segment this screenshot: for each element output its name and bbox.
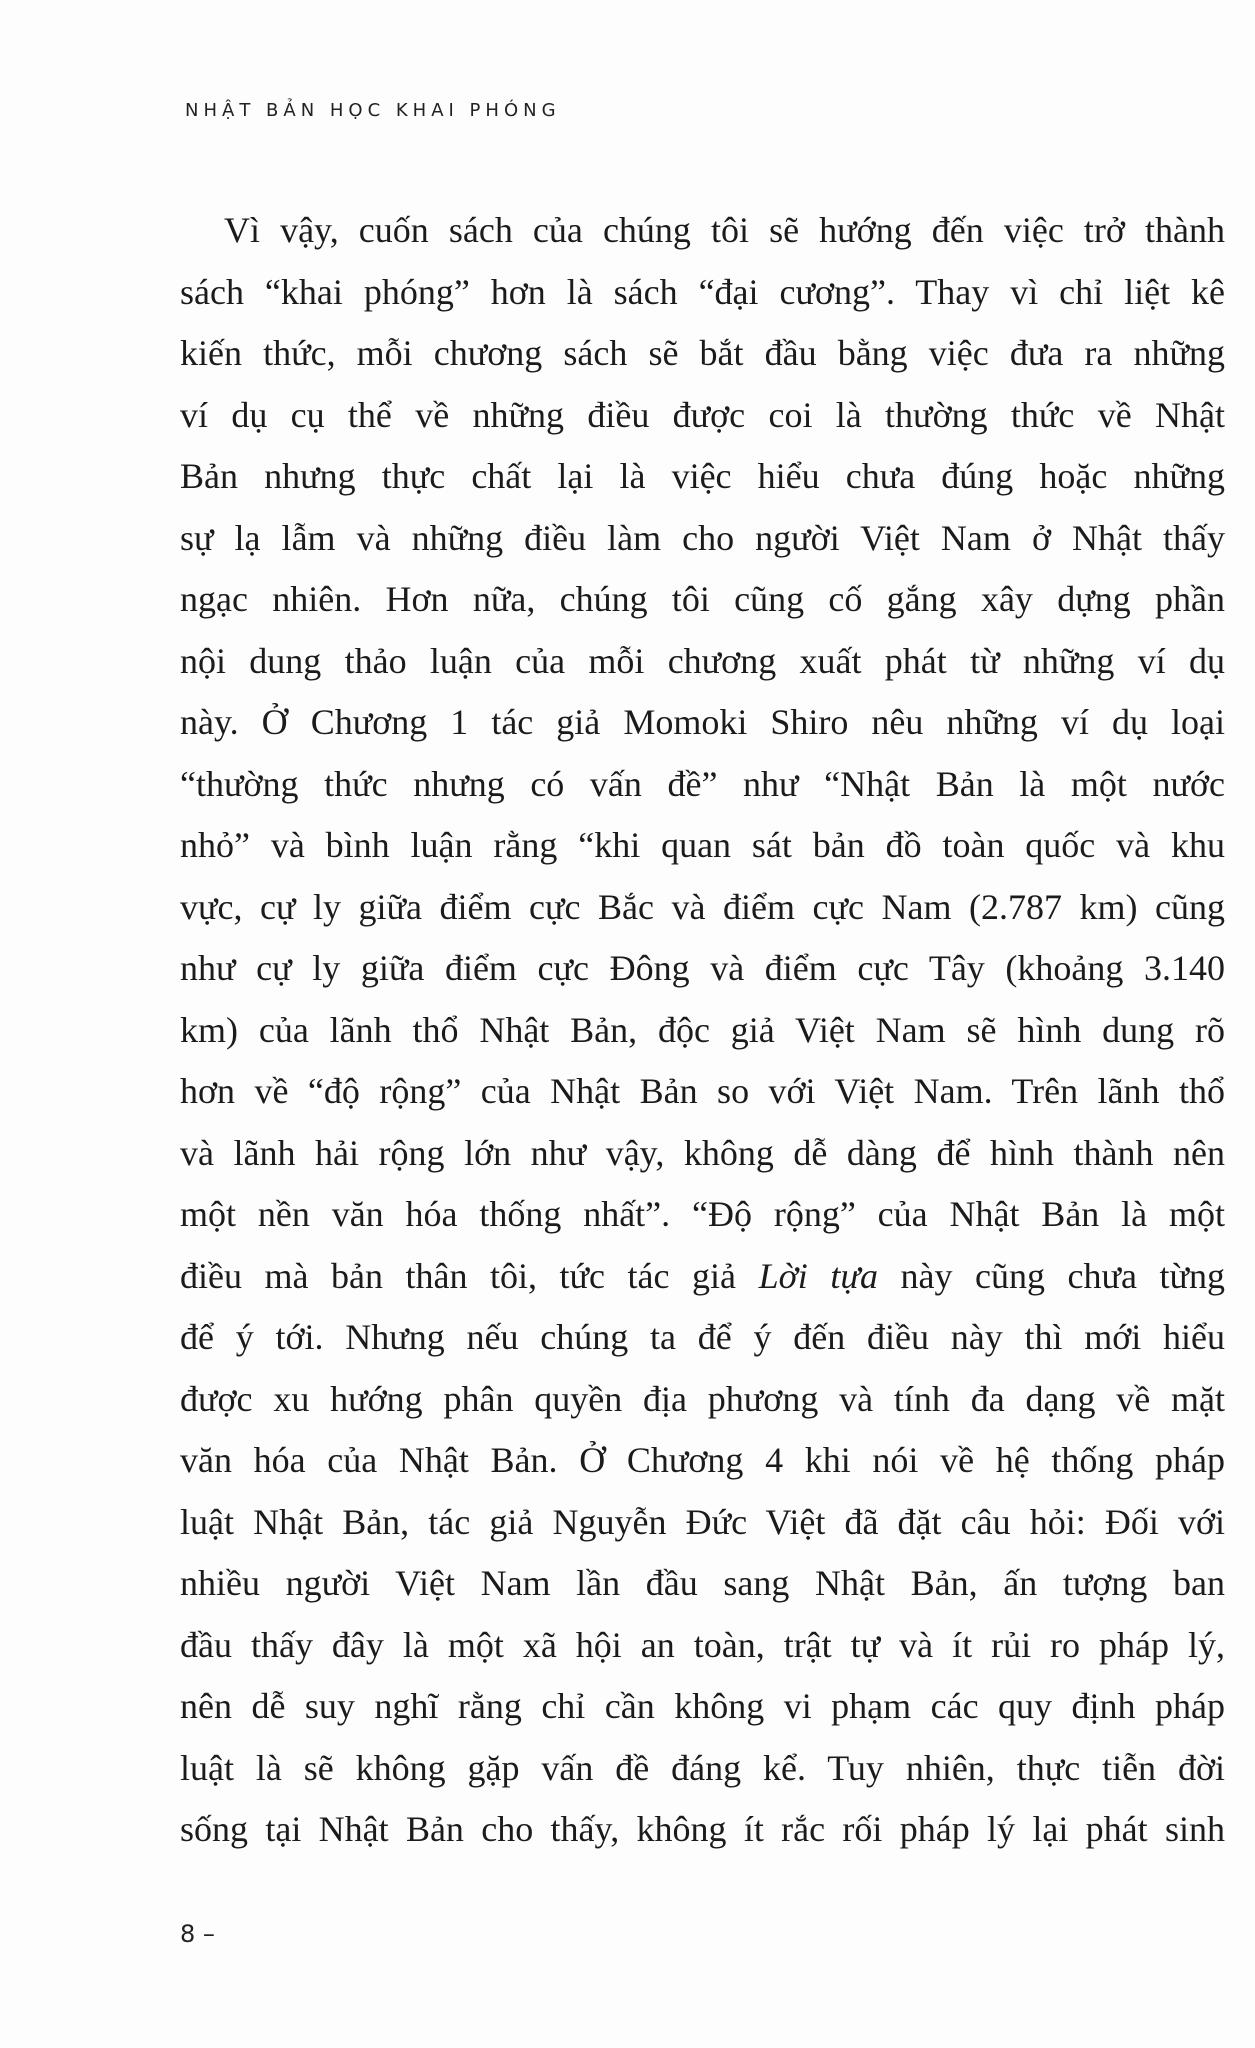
text-line-5: Bản nhưng thực chất lại là việc hiểu chưa đúng hoặc những [180, 456, 1225, 496]
text-line-11: nhỏ” và bình luận rằng “khi quan sát bản đồ toàn quốc và khu [180, 825, 1225, 865]
text-line-26: luật là sẽ không gặp vấn đề đáng kể. Tuy nhiên, thực tiễn đời [180, 1747, 1225, 1788]
text-line-24: đầu thấy đây là một xã hội an toàn, trật tự và ít rủi ro pháp lý, [180, 1624, 1225, 1665]
text-line-17: một nền văn hóa thống nhất”. “Độ rộng” của Nhật Bản là một [180, 1194, 1225, 1234]
text-line-20: được xu hướng phân quyền địa phương và tính đa dạng về mặt [180, 1378, 1225, 1419]
text-line-16: và lãnh hải rộng lớn như vậy, không dễ dàng để hình thành nên [180, 1132, 1225, 1173]
text-line-7: ngạc nhiên. Hơn nữa, chúng tôi cũng cố gắng xây dựng phần [180, 579, 1225, 619]
text-line-27: sống tại Nhật Bản cho thấy, không ít rắc rối pháp lý lại phát sinh [180, 1809, 1225, 1849]
text-line-1: Vì vậy, cuốn sách của chúng tôi sẽ hướng đến việc trở thành [224, 210, 1225, 250]
text-line-8: nội dung thảo luận của mỗi chương xuất phát từ những ví dụ [180, 640, 1225, 681]
text-line-3: kiến thức, mỗi chương sách sẽ bắt đầu bằng việc đưa ra những [180, 333, 1225, 373]
text-line-10: “thường thức nhưng có vấn đề” như “Nhật Bản là một nước [180, 763, 1225, 804]
text-line-6: sự lạ lẫm và những điều làm cho người Việt Nam ở Nhật thấy [180, 517, 1225, 558]
text-line-9: này. Ở Chương 1 tác giả Momoki Shiro nêu những ví dụ loại [180, 702, 1225, 742]
text-line-2: sách “khai phóng” hơn là sách “đại cương”. Thay vì chỉ liệt kê [180, 271, 1225, 312]
text-line-18-start: điều mà bản thân tôi, tức tác giả [180, 1255, 759, 1296]
text-line-4: ví dụ cụ thể về những điều được coi là thường thức về Nhật [180, 394, 1225, 435]
text-line-18 [180, 1246, 1225, 1308]
text-line-25: nên dễ suy nghĩ rằng chỉ cần không vi phạm các quy định pháp [180, 1686, 1225, 1726]
text-line-14: km) của lãnh thổ Nhật Bản, độc giả Việt Nam sẽ hình dung rõ [180, 1009, 1225, 1050]
text-line-23: nhiều người Việt Nam lần đầu sang Nhật Bản, ấn tượng ban [180, 1563, 1225, 1603]
text-line-22: luật Nhật Bản, tác giả Nguyễn Đức Việt đã đặt câu hỏi: Đối với [180, 1501, 1225, 1542]
body-paragraph [180, 200, 1225, 1861]
text-line-12: vực, cự ly giữa điểm cực Bắc và điểm cực Nam (2.787 km) cũng [180, 886, 1225, 927]
running-head: NHẬT BẢN HỌC KHAI PHÓNG [185, 100, 561, 121]
italic-title: Lời tựa [758, 1255, 878, 1296]
text-line-15: hơn về “độ rộng” của Nhật Bản so với Việt Nam. Trên lãnh thổ [180, 1071, 1225, 1111]
text-line-21: văn hóa của Nhật Bản. Ở Chương 4 khi nói về hệ thống pháp [180, 1440, 1225, 1480]
text-line-13: như cự ly giữa điểm cực Đông và điểm cực Tây (khoảng 3.140 [180, 948, 1225, 988]
text-line-19: để ý tới. Nhưng nếu chúng ta để ý đến điều này thì mới hiểu [180, 1317, 1225, 1357]
page-number: 8 – [180, 1920, 215, 1948]
text-line-18-end: này cũng chưa từng [877, 1255, 1226, 1296]
